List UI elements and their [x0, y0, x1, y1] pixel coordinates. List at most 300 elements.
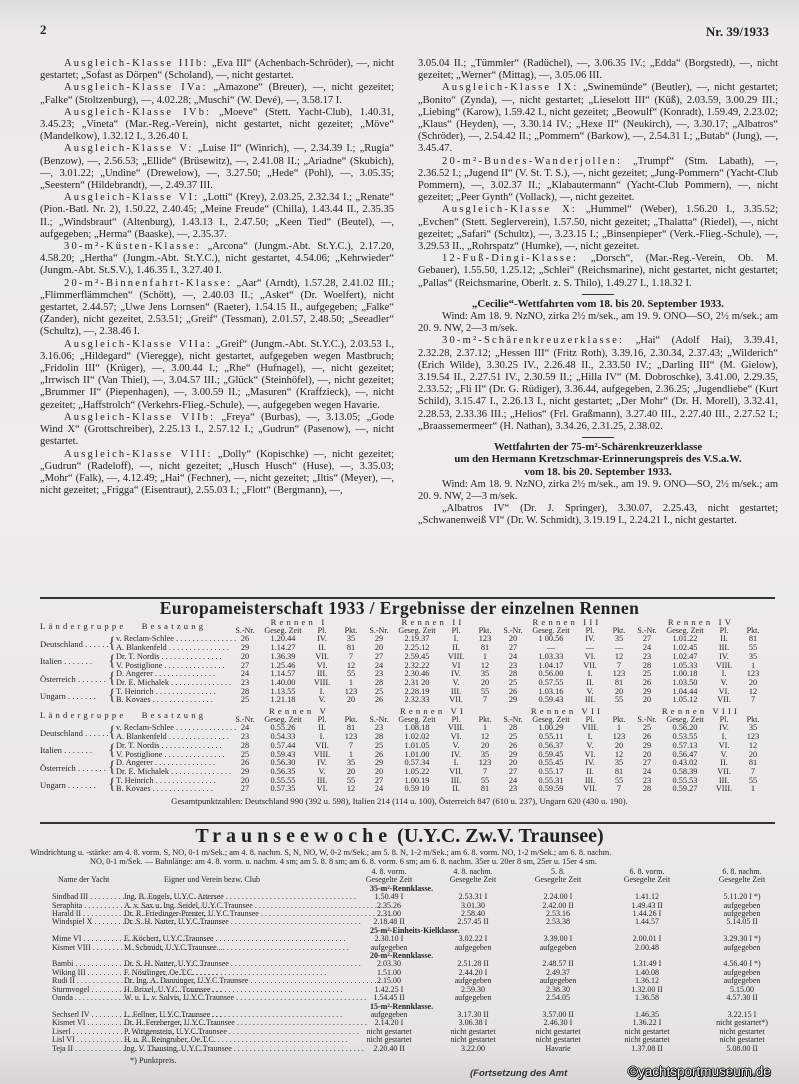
results-text: „Eva III“ (Achenbach-Schröder), —, nicht gestartet; „Sofast as Dörpen“ (Scholand), —, nicht gestartet.: [40, 58, 395, 82]
result-cell: 29: [374, 758, 384, 768]
time-cell: 4.56.40 I *): [723, 959, 761, 969]
result-cell: 28: [374, 677, 384, 687]
time-cell: 1.36.12: [635, 976, 659, 986]
result-cell: 35: [614, 634, 624, 644]
column-header: S.-Nr.: [637, 625, 657, 635]
europe-championship-title: Europameisterschaft 1933 / Ergebnisse der einzelnen Rennen: [159, 598, 640, 618]
owner-name: H. Brixel, U.Y.C. Traunsee . . .: [124, 985, 343, 994]
race-header: Rennen VIII: [661, 706, 741, 716]
result-cell: VI.: [718, 740, 730, 750]
result-cell: 35: [748, 651, 758, 661]
results-text: „Moeve“ (Stett. Yacht-Club), 1.40.31, 3.45.23; „Vineta“ (Mar.-Reg.-Verein), nicht gestartet, nicht gezeitet; „Möve“ (Mandelkow), 1.32.12 I., 3.26.40 I.: [40, 106, 394, 143]
regatta-heading: [418, 441, 778, 478]
result-cell: I.: [319, 732, 325, 742]
result-cell: 27: [508, 643, 518, 653]
page-number: 2: [40, 22, 47, 37]
time-cell: aufgegeben: [454, 942, 492, 952]
result-cell: I.: [587, 669, 593, 679]
class-label: 25-m²-Einheits-Kielklasse.: [370, 925, 460, 935]
column-header: Geseg. Zeit: [264, 714, 302, 724]
class-name: 30-m²-Schärenkreuzerklasse:: [442, 335, 625, 347]
result-cell: —: [546, 643, 556, 653]
result-cell: 12: [748, 686, 758, 696]
result-cell: 1.02.45: [672, 643, 698, 653]
time-label: Gesegelte Zeit: [449, 875, 497, 885]
results-paragraph: [418, 156, 778, 205]
result-cell: 23: [240, 732, 250, 742]
result-cell: 25: [642, 669, 652, 679]
race-header: Rennen III: [532, 617, 602, 627]
time-cell: 2.20.40 II: [373, 1043, 405, 1053]
result-cell: 1.00.19: [404, 775, 430, 785]
result-cell: III.: [316, 775, 328, 785]
result-cell: 24: [642, 766, 652, 776]
result-cell: VII.: [583, 784, 597, 794]
result-cell: VIII.: [581, 723, 599, 733]
result-cell: 1.02.47: [672, 651, 698, 661]
results-text: „Lotti“ (Krey), 2.03.25, 2.32.34 I.; „Renate“ (Pion.-Batl. Nr. 2), 1.50.22, 2.40.45; „Meine Freude“ (Chilla), 1.43.44 II., 2.35.35 II.; „Windsbraut“ (Altenburg), 1.43.13 I., 2.47.50; „Keen Tied“ (Beutel), —, aufgegeben; „Herma“ (Baaske), —, 2.35.37.: [40, 192, 395, 240]
column-header: Pkt.: [612, 714, 626, 724]
class-name: Ausgleich-Klasse IIIb:: [64, 58, 209, 69]
result-cell: 12: [346, 784, 356, 794]
result-cell: 1: [616, 723, 622, 733]
result-cell: I.: [453, 634, 459, 644]
class-name: Ausgleich-Klasse X:: [442, 204, 578, 216]
result-cell: 20: [748, 749, 758, 759]
result-cell: 20: [480, 740, 490, 750]
time-column-header: [432, 868, 514, 885]
result-cell: 7: [750, 766, 756, 776]
brace-icon: {: [108, 776, 116, 794]
result-cell: 27: [374, 651, 384, 661]
result-cell: III.: [450, 775, 462, 785]
results-paragraph: [40, 143, 394, 192]
column-header: Pl.: [585, 714, 595, 724]
result-cell: III.: [584, 775, 596, 785]
class-name: Ausgleich-Klasse IVa:: [64, 82, 208, 94]
result-cell: 2.30.46: [404, 669, 430, 679]
result-cell: VIII.: [447, 651, 465, 661]
time-column-header: [602, 868, 692, 885]
time-cell: 3.01.30: [461, 900, 485, 910]
result-cell: 20: [374, 766, 384, 776]
column-header: S.-Nr.: [637, 714, 657, 724]
time-cell: nicht gestartet: [719, 1026, 765, 1036]
time-cell: aufgegeben: [539, 976, 577, 986]
result-cell: 55: [346, 775, 356, 785]
crew-name: D. Angerer . . .: [116, 758, 215, 767]
result-cell: 81: [614, 766, 624, 776]
result-cell: 25: [642, 723, 652, 733]
result-cell: 1.08.18: [404, 723, 430, 733]
result-cell: VIII.: [715, 660, 733, 670]
race-header: Rennen II: [401, 617, 465, 627]
yacht-name: Kismet VI . . .: [52, 1018, 217, 1027]
column-header: Pkt.: [344, 714, 358, 724]
time-cell: 1.50.49 I: [374, 892, 404, 902]
results-paragraph: [418, 82, 778, 155]
class-name: 20-m²-Bundes-Wanderjollen:: [442, 155, 623, 167]
result-cell: 12: [346, 660, 356, 670]
result-cell: 1.05.33: [672, 660, 698, 670]
class-label: 35-m²-Rennklasse.: [370, 883, 434, 893]
time-cell: 2.24.00 I: [543, 892, 573, 902]
time-cell: 1.44.57: [635, 917, 659, 927]
short-divider: [582, 294, 614, 295]
result-cell: V.: [720, 749, 728, 759]
result-cell: 24: [508, 651, 518, 661]
result-cell: 0.55.26: [270, 723, 296, 733]
result-cell: 1: [482, 651, 488, 661]
result-cell: 55: [614, 695, 624, 705]
class-name: Ausgleich-Klasse IX:: [442, 82, 579, 94]
crew-name: Dr. E. Michalek . . .: [116, 678, 231, 687]
result-cell: 7: [616, 660, 622, 670]
result-cell: 0.59 10: [404, 784, 430, 794]
result-cell: 1.05.22: [404, 766, 430, 776]
result-cell: 0.59.43: [270, 749, 296, 759]
time-cell: 1.36.58: [635, 993, 659, 1003]
result-cell: 123: [344, 686, 358, 696]
traunsee-title-main: Traunseewoche: [195, 825, 393, 847]
result-cell: 123: [344, 732, 358, 742]
yacht-name: Seraphita . . .: [52, 901, 214, 910]
results-paragraph: [418, 479, 778, 503]
result-cell: 7: [482, 695, 488, 705]
result-cell: 20: [642, 695, 652, 705]
result-cell: IV.: [585, 634, 595, 644]
date-label: 6. 8. nachm.: [722, 867, 762, 876]
column-header: Pl.: [317, 625, 327, 635]
result-cell: 0.55.45: [538, 758, 564, 768]
results-paragraph: [418, 58, 778, 82]
column-header: Geseg. Zeit: [666, 714, 704, 724]
result-cell: 81: [748, 758, 758, 768]
owner-name: W. u. L. v. Solvis, U.Y.C.Traunsee . . .: [124, 993, 366, 1002]
footnote: *) Punktpreis.: [130, 1056, 177, 1065]
time-cell: 1.37.08 II: [631, 1043, 663, 1053]
result-cell: VII.: [315, 651, 329, 661]
result-cell: 1.14.27: [270, 643, 296, 653]
time-cell: 3.22.15 I: [727, 1009, 757, 1019]
result-cell: 23: [508, 784, 518, 794]
result-cell: 0.57.55: [538, 677, 564, 687]
time-cell: 1.54.45 II: [373, 993, 405, 1003]
results-text: „Dorsch“, (Mar.-Reg.-Verein, Ob. M. Gebauer), 1.55.50, 1.25.12; „Schlei“ (Reichsmarine), nicht gestartet, nicht gestartet; „Pallas“ (Reichsmarine, Oberlt. z. S. Thilo), 1.49.27 I., 1.18.32 I.: [418, 253, 778, 289]
race-header: Rennen I: [270, 617, 328, 627]
time-cell: 2.53.31 I: [458, 892, 488, 902]
date-label: 4. 8. nachm.: [453, 867, 493, 876]
time-cell: nicht gestartet: [450, 1035, 496, 1045]
class-name: 12-Fuß-Dingi-Klasse:: [442, 253, 579, 265]
yacht-name: Windspiel X . . .: [52, 917, 224, 926]
result-cell: 0.53.55: [672, 732, 698, 742]
race-header: Rennen VII: [530, 706, 604, 716]
results-text: „Albatros IV“ (Dr. J. Springer), 3.30.07, 2.25.43, nicht gestartet; „Schwanenweiß VI“ (Dr. W. Schmidt), 3.19.19 I., 2.24.21 I., nicht gestartet.: [418, 503, 778, 527]
result-cell: 29: [240, 643, 250, 653]
result-cell: 1: [482, 723, 488, 733]
result-cell: 55: [346, 669, 356, 679]
yacht-name: Lisl VI . . .: [52, 1035, 207, 1044]
result-cell: 55: [614, 775, 624, 785]
regatta-heading: [418, 298, 778, 310]
result-cell: 123: [612, 732, 626, 742]
crew-name: D. Angerer . . .: [116, 669, 215, 678]
result-cell: 20: [346, 766, 356, 776]
time-cell: aufgegeben: [454, 976, 492, 986]
result-cell: VI.: [316, 784, 328, 794]
column-header: Pkt.: [746, 625, 760, 635]
result-cell: 0.56.35: [270, 766, 296, 776]
result-cell: 0.55.55: [270, 775, 296, 785]
result-cell: 2.25.12: [404, 643, 430, 653]
time-cell: 2.14.20 I: [374, 1018, 404, 1028]
column-header: Pl.: [719, 625, 729, 635]
owner-name: E. Köchert, U.Y.C.Traunsee . . .: [124, 934, 346, 943]
crew-name: Dr. T. Nordis . . .: [116, 652, 222, 661]
brace-icon: {: [108, 687, 116, 705]
time-cell: 3.39.00 I: [543, 934, 573, 944]
yacht-name: Kismet VIII . . .: [52, 943, 223, 952]
result-cell: VIII.: [447, 723, 465, 733]
time-cell: aufgegeben: [723, 900, 761, 910]
result-cell: 27: [508, 766, 518, 776]
class-name: 30-m²-Küsten-Klasse:: [64, 241, 201, 253]
result-cell: 1.20.44: [270, 634, 296, 644]
crew-name: Dr. T. Nordis . . .: [116, 741, 222, 750]
time-cell: 2.00.48: [635, 942, 659, 952]
owner-name: Dr. S. H. Natter, U.Y.C.Traunsee . . .: [124, 959, 361, 968]
result-cell: V.: [586, 686, 594, 696]
time-cell: 1.44.26 I: [632, 909, 662, 919]
result-cell: IV.: [317, 758, 327, 768]
result-cell: 20: [614, 686, 624, 696]
column-header: Pkt.: [478, 625, 492, 635]
result-cell: 1.00.29: [538, 723, 564, 733]
traunsee-title: [0, 826, 799, 847]
europe-results-table-1-4: [40, 618, 768, 705]
result-cell: I.: [721, 732, 727, 742]
result-cell: 24: [374, 784, 384, 794]
result-cell: 1.03.50: [672, 677, 698, 687]
result-cell: 12: [614, 749, 624, 759]
europe-results-table-5-8: [40, 707, 768, 794]
result-cell: 0.56.37: [538, 740, 564, 750]
result-cell: 35: [346, 758, 356, 768]
result-cell: 1: [750, 660, 756, 670]
result-cell: 25: [240, 749, 250, 759]
result-cell: 1.14.57: [270, 669, 296, 679]
right-text-column: [418, 58, 778, 528]
crew-header: Besatzung: [141, 710, 207, 721]
crew-name: T. Heinrich . . .: [116, 687, 216, 696]
result-cell: 29: [240, 766, 250, 776]
owner-name: L. Fellner, U.Y.C.Traunsee . . .: [124, 1010, 342, 1019]
result-cell: II.: [720, 758, 728, 768]
total-points: Gesamtpunktzahlen: Deutschland 990 (392 u. 598), Italien 214 (114 u. 100), Österreich 847 (610 u. 237), Ungarn 620 (430 u. 190).: [171, 796, 628, 806]
result-cell: VII.: [449, 766, 463, 776]
owner-name: P. Wittgenstein, U.Y.C.Traunsee . . .: [124, 1027, 359, 1036]
result-cell: III.: [584, 695, 596, 705]
result-cell: 26: [508, 740, 518, 750]
result-cell: 81: [346, 723, 356, 733]
class-label: 15-m²-Rennklasse.: [370, 1001, 434, 1011]
yacht-name: Rudi II . . .: [52, 976, 207, 985]
country-name: Ungarn . . .: [40, 691, 96, 701]
country-header: Ländergruppe: [40, 710, 127, 721]
result-cell: 27: [642, 634, 652, 644]
result-cell: 25: [508, 677, 518, 687]
column-header: S.-Nr.: [235, 714, 255, 724]
result-cell: 0.55.53: [672, 775, 698, 785]
time-cell: nicht gestartet: [535, 1035, 581, 1045]
time-cell: 2.58.40: [461, 909, 485, 919]
results-paragraph: [418, 335, 778, 433]
time-cell: aufgegeben: [539, 942, 577, 952]
class-name: Ausgleich-Klasse VIIb:: [64, 411, 216, 423]
result-cell: I.: [453, 758, 459, 768]
time-cell: 2.42.00 II: [542, 900, 574, 910]
results-text: 3.05.04 II.; „Tümmler“ (Radüchel), —, 3.06.35 IV.; „Edda“ (Borgstedt), —, nicht gezeitet; „Werner“ (Mittag), —, 3.05.06 III.: [418, 58, 778, 82]
time-cell: 2.03.30: [377, 959, 401, 969]
result-cell: 0.56.47: [672, 749, 698, 759]
result-cell: 0.55.31: [538, 775, 564, 785]
yacht-name: Sindbad III . . .: [52, 892, 220, 901]
result-cell: 1.05.12: [672, 695, 698, 705]
result-cell: 7: [348, 651, 354, 661]
time-cell: 2.00.01 I: [632, 934, 662, 944]
country-name: Ungarn . . .: [40, 780, 96, 790]
time-cell: 3.57.00 II: [542, 1009, 574, 1019]
column-header: Pkt.: [612, 625, 626, 635]
result-cell: 20: [508, 634, 518, 644]
result-cell: 123: [746, 669, 760, 679]
result-cell: 81: [748, 634, 758, 644]
result-cell: VI.: [584, 651, 596, 661]
result-cell: V.: [452, 677, 460, 687]
result-cell: 1: [348, 677, 354, 687]
column-header: S.-Nr.: [235, 625, 255, 635]
result-cell: IV.: [719, 651, 729, 661]
result-cell: III.: [718, 643, 730, 653]
results-text: „Luise II“ (Winrich), —, 2.34.39 I.; „Rugia“ (Benzow), —, 2.56.53; „Ellide“ (Brüsewitz), —, 2.41.08 II.; „Ariadne“ (Skubich), —, 3.01.22; „Undine“ (Drewelow), —, 3.27.50; „Hede“ (Pohl), —, 3.05.35; „Seestern“ (Hildebrandt), —, 2.49.37 III.: [40, 143, 394, 192]
column-header: S.-Nr.: [503, 714, 523, 724]
crew-header: Besatzung: [141, 621, 207, 632]
result-cell: 1.03.16: [538, 686, 564, 696]
heading-line: vom 18. bis 20. September 1933.: [524, 465, 672, 478]
result-cell: II.: [452, 784, 460, 794]
results-paragraph: [40, 82, 394, 106]
result-cell: 23: [642, 651, 652, 661]
result-cell: 0.57.35: [270, 784, 296, 794]
result-cell: 2.31 20: [404, 677, 430, 687]
result-cell: 20: [480, 677, 490, 687]
result-cell: 0.56.30: [270, 758, 296, 768]
result-cell: 1.13.55: [270, 686, 296, 696]
yacht-name: Mime VI . . .: [52, 934, 213, 943]
result-cell: 26: [240, 758, 250, 768]
time-cell: 2.54.05: [546, 993, 570, 1003]
result-cell: 20: [614, 740, 624, 750]
result-cell: 55: [748, 775, 758, 785]
result-cell: II.: [720, 634, 728, 644]
result-cell: 27: [240, 784, 250, 794]
result-cell: V.: [318, 695, 326, 705]
time-column-header: [514, 868, 602, 885]
result-cell: 1.21.18: [270, 695, 296, 705]
result-cell: 26: [642, 732, 652, 742]
column-header: Geseg. Zeit: [532, 714, 570, 724]
result-cell: VIII.: [313, 749, 331, 759]
time-cell: 5.15.00: [730, 984, 754, 994]
result-cell: 0.59.27: [672, 784, 698, 794]
time-cell: 2.57.45 II: [457, 917, 489, 927]
result-cell: 81: [480, 784, 490, 794]
result-cell: 35: [748, 723, 758, 733]
result-cell: III.: [450, 686, 462, 696]
result-cell: 2.32.33: [404, 695, 430, 705]
time-cell: 1.42.25 I: [374, 984, 404, 994]
result-cell: 20: [748, 677, 758, 687]
left-text-column: [40, 58, 394, 497]
column-header: Pkt.: [746, 714, 760, 724]
crew-name: v. Reclam-Schlee . . .: [116, 723, 236, 732]
result-cell: I.: [721, 669, 727, 679]
time-cell: 1.32.00 II: [631, 984, 663, 994]
section-divider: [40, 822, 775, 824]
result-cell: IV.: [585, 758, 595, 768]
result-cell: 28: [508, 723, 518, 733]
result-cell: 1.02.02: [404, 732, 430, 742]
results-text: „Hummel“ (Weber), 1.56.20 I., 3.35.52; „Evchen“ (Stett. Seglerverein), 1.57.50, nicht gezeitet; „Thalatta“ (Riedel), —, nicht gezeitet; „Safari“ (Schultz), —, 3.23.15 I.; „Binsenpieper“ (Verk.-Flieg.-Schule), —, 3.29.53 II., „Rohrspatz“ (Humke), —, nicht gezeitet.: [418, 204, 778, 253]
result-cell: 20: [642, 749, 652, 759]
result-cell: V.: [586, 740, 594, 750]
result-cell: 81: [346, 643, 356, 653]
result-cell: 1.04.17: [538, 660, 564, 670]
results-paragraph: [40, 278, 394, 339]
owner-name: Dr. Ing. A. Danninger, U.Y.C.Traunsee . . .: [124, 976, 380, 985]
time-cell: 3.29.30 I *): [723, 934, 761, 944]
result-cell: 29: [642, 686, 652, 696]
result-cell: 0.57.44: [270, 740, 296, 750]
time-cell: 2.48.57 II: [542, 959, 574, 969]
result-cell: VII.: [717, 695, 731, 705]
result-cell: 29: [508, 749, 518, 759]
time-cell: nicht gestartet: [366, 1026, 412, 1036]
result-cell: 0.43.02: [672, 758, 698, 768]
result-cell: 0.59.45: [538, 749, 564, 759]
time-label: Gesegelte Zeit: [365, 875, 413, 885]
brace-icon: {: [108, 758, 116, 776]
time-cell: aufgegeben: [723, 942, 761, 952]
result-cell: 28: [240, 686, 250, 696]
result-cell: VII.: [583, 660, 597, 670]
time-cell: nicht gestartet: [535, 1026, 581, 1036]
time-column-header: [692, 868, 792, 885]
time-cell: 2.49.37: [546, 967, 570, 977]
result-cell: 1 00.56: [538, 634, 564, 644]
result-cell: 25: [508, 732, 518, 742]
result-cell: —: [585, 643, 595, 653]
result-cell: 123: [612, 669, 626, 679]
result-cell: VII.: [717, 766, 731, 776]
result-cell: 26: [374, 695, 384, 705]
result-cell: 26: [374, 749, 384, 759]
time-column-header: [346, 868, 432, 885]
class-name: Ausgleich-Klasse VIII:: [64, 448, 213, 460]
short-divider: [582, 437, 614, 438]
result-cell: VIII.: [715, 784, 733, 794]
